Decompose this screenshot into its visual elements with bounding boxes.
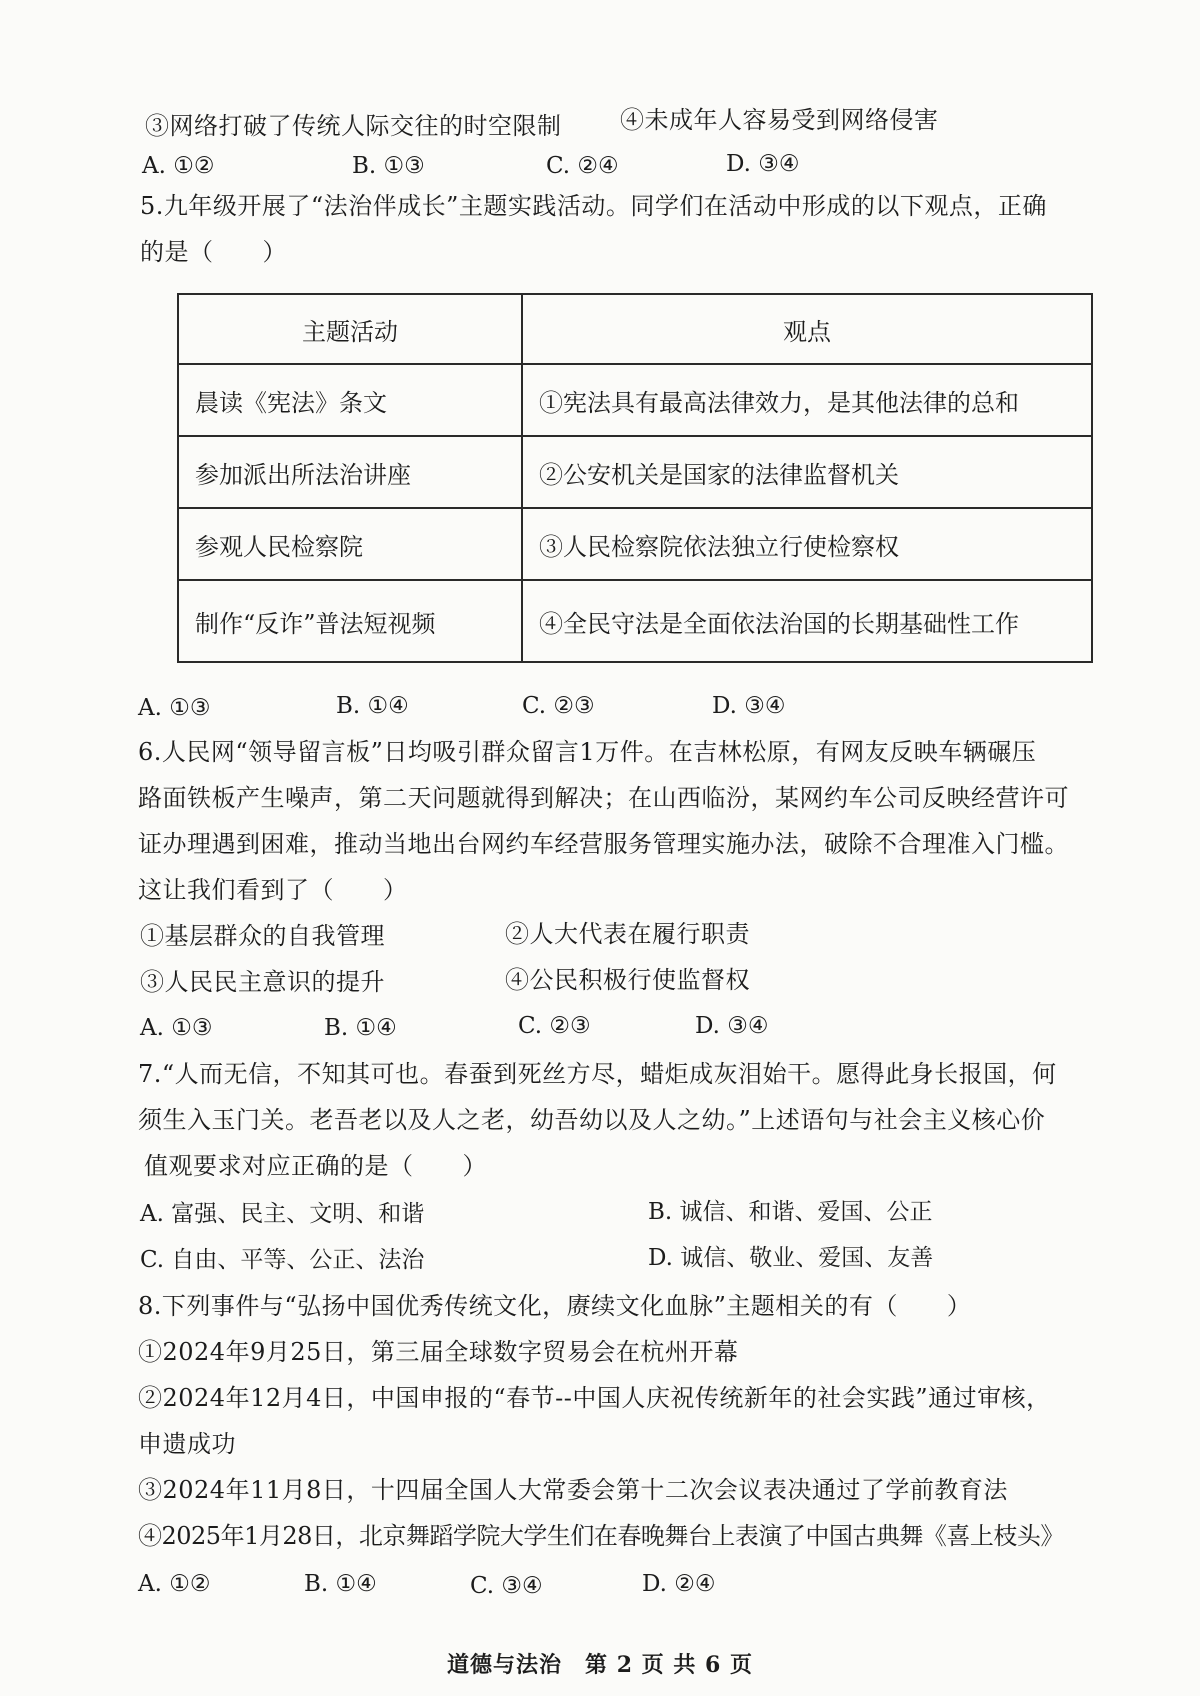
q6-stem-line-1: 6.人民网“领导留言板”日均吸引群众留言1万件。在吉林松原，有网友反映车辆碾压 <box>138 738 1037 766</box>
q6-stem-line-3: 证办理遇到困难，推动当地出台网约车经营服务管理实施办法，破除不合理准入门槛。 <box>138 830 1069 858</box>
q5-stem-line-1: 5.九年级开展了“法治伴成长”主题实践活动。同学们在活动中形成的以下观点，正确 <box>140 192 1047 220</box>
q7-option-d: D. 诚信、敬业、爱国、友善 <box>648 1245 934 1271</box>
q7-stem-line-3: 值观要求对应正确的是（ ） <box>144 1152 487 1180</box>
q4-option-b: B. ①③ <box>352 153 425 179</box>
table-cell-viewpoint: ①宪法具有最高法律效力，是其他法律的总和 <box>522 364 1092 436</box>
q8-option-a: A. ①② <box>138 1571 211 1597</box>
q4-option-c: C. ②④ <box>546 153 619 179</box>
table-cell-activity: 参加派出所法治讲座 <box>178 436 522 508</box>
table-row <box>178 364 1092 436</box>
q4-option-d: D. ③④ <box>726 151 800 177</box>
q6-stem-line-2: 路面铁板产生噪声，第二天问题就得到解决；在山西临汾，某网约车公司反映经营许可 <box>138 784 1069 812</box>
q7-option-a: A. 富强、民主、文明、和谐 <box>140 1201 425 1227</box>
q6-item-4: ④公民积极行使监督权 <box>505 966 750 994</box>
q5-table <box>177 293 1093 663</box>
q7-option-c: C. 自由、平等、公正、法治 <box>140 1247 425 1273</box>
table-cell-activity: 晨读《宪法》条文 <box>178 364 522 436</box>
q8-option-c: C. ③④ <box>470 1573 543 1599</box>
q8-option-d: D. ②④ <box>642 1571 716 1597</box>
q8-item-2-line-2: 申遗成功 <box>138 1430 236 1458</box>
q6-option-b: B. ①④ <box>324 1015 397 1041</box>
q8-item-4: ④2025年1月28日，北京舞蹈学院大学生们在春晚舞台上表演了中国古典舞《喜上枝头》 <box>138 1522 1064 1550</box>
q5-option-c: C. ②③ <box>522 693 595 719</box>
q8-item-3: ③2024年11月8日，十四届全国人大常委会第十二次会议表决通过了学前教育法 <box>138 1476 1008 1504</box>
table-cell-activity: 制作“反诈”普法短视频 <box>178 580 522 662</box>
q6-item-2: ②人大代表在履行职责 <box>505 920 750 948</box>
q8-item-2-line-1: ②2024年12月4日，中国申报的“春节--中国人庆祝传统新年的社会实践”通过审核， <box>138 1384 1051 1412</box>
q4-option-a: A. ①② <box>142 153 215 179</box>
q7-stem-line-2: 须生入玉门关。老吾老以及人之老，幼吾幼以及人之幼。”上述语句与社会主义核心价 <box>138 1106 1046 1134</box>
table-row <box>178 580 1092 662</box>
q4-item-3: ③网络打破了传统人际交往的时空限制 <box>145 112 562 140</box>
q4-item-4: ④未成年人容易受到网络侵害 <box>620 106 939 134</box>
table-cell-viewpoint: ④全民守法是全面依法治国的长期基础性工作 <box>522 580 1092 662</box>
table-header-viewpoint: 观点 <box>522 294 1092 364</box>
q6-option-a: A. ①③ <box>140 1015 213 1041</box>
q6-item-3: ③人民民主意识的提升 <box>140 968 385 996</box>
q5-option-d: D. ③④ <box>712 693 786 719</box>
q6-stem-line-4: 这让我们看到了（ ） <box>138 876 408 904</box>
table-cell-viewpoint: ②公安机关是国家的法律监督机关 <box>522 436 1092 508</box>
page-footer: 道德与法治 第 2 页 共 6 页 <box>447 1652 753 1678</box>
table-header-row <box>178 294 1092 364</box>
q7-stem-line-1: 7.“人而无信，不知其可也。春蚕到死丝方尽，蜡炬成灰泪始干。愿得此身长报国，何 <box>138 1060 1057 1088</box>
q6-option-d: D. ③④ <box>695 1013 769 1039</box>
q6-option-c: C. ②③ <box>518 1013 591 1039</box>
q8-option-b: B. ①④ <box>304 1571 377 1597</box>
q8-item-1: ①2024年9月25日，第三届全球数字贸易会在杭州开幕 <box>138 1338 739 1366</box>
table-header-activity: 主题活动 <box>178 294 522 364</box>
table-row <box>178 436 1092 508</box>
q5-option-b: B. ①④ <box>336 693 409 719</box>
table-row <box>178 508 1092 580</box>
q7-option-b: B. 诚信、和谐、爱国、公正 <box>648 1199 933 1225</box>
table-cell-activity: 参观人民检察院 <box>178 508 522 580</box>
q5-stem-line-2: 的是（ ） <box>140 238 287 266</box>
q6-item-1: ①基层群众的自我管理 <box>140 922 385 950</box>
q8-stem: 8.下列事件与“弘扬中国优秀传统文化，赓续文化血脉”主题相关的有（ ） <box>138 1292 972 1320</box>
table-cell-viewpoint: ③人民检察院依法独立行使检察权 <box>522 508 1092 580</box>
q5-option-a: A. ①③ <box>138 695 211 721</box>
